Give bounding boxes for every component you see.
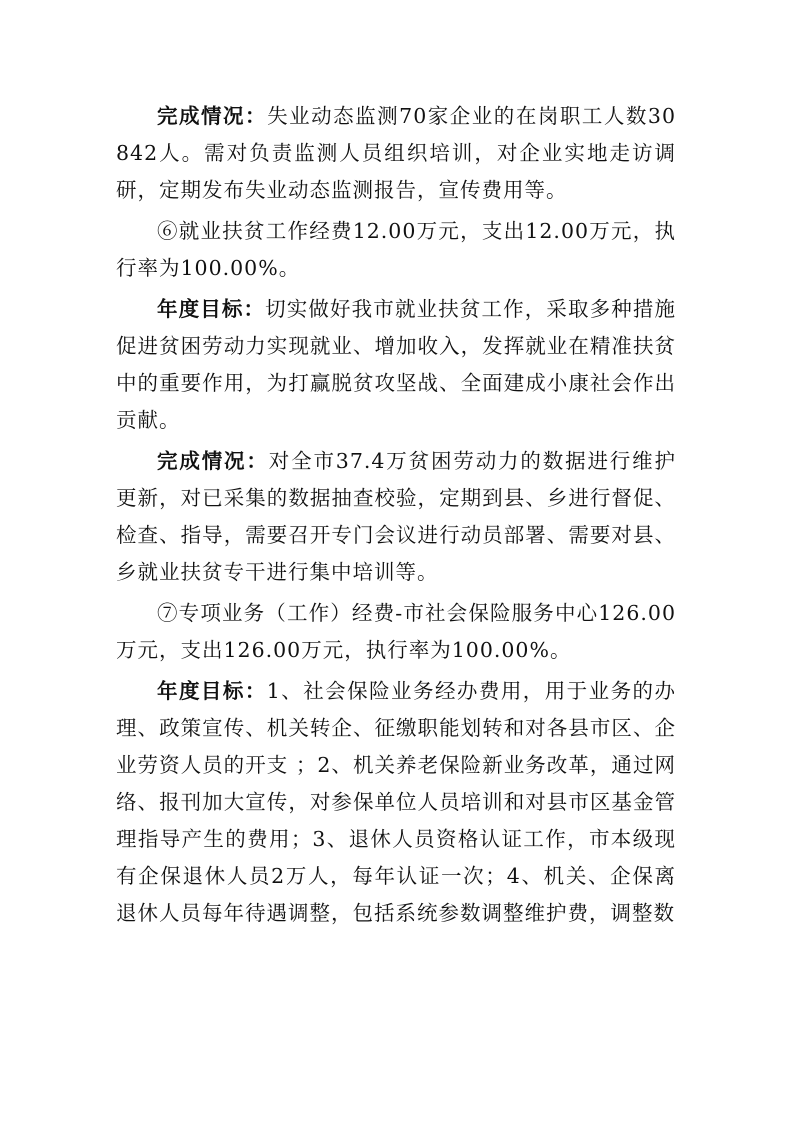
paragraph-text: 对全市37.4万贫困劳动力的数据进行维护更新，对已采集的数据抽查校验，定期到县、乡进行督促、检查、指导，需要召开专门会议进行动员部署、需要对县、乡就业扶贫专干进行集中培训等。 bbox=[116, 449, 676, 584]
paragraph-annual-target-poverty-employment bbox=[116, 291, 676, 439]
paragraph-label: 完成情况： bbox=[157, 104, 268, 128]
paragraph-annual-target-social-insurance bbox=[116, 673, 676, 932]
paragraph-text: 切实做好我市就业扶贫工作，采取多种措施促进贫困劳动力实现就业、增加收入，发挥就业在精准扶贫中的重要作用，为打赢脱贫攻坚战、全面建成小康社会作出贡献。 bbox=[116, 297, 677, 432]
paragraph-label: 年度目标： bbox=[157, 297, 266, 321]
document-body bbox=[116, 98, 676, 936]
paragraph-poverty-employment-funding bbox=[116, 213, 676, 287]
paragraph-completion-poverty-employment bbox=[116, 443, 676, 591]
paragraph-text: 1、社会保险业务经办费用，用于业务的办理、政策宣传、机关转企、征缴职能划转和对各县市区、企业劳资人员的开支 ；2、机关养老保险新业务改革，通过网络、报刊加大宣传，对参保单位人员培训和对县市区基金管理指导产生的费用；3、退休人员资格认证工作，市本级现有企保退休人员2万人，每年认证一次；4、机关、企保离退休人员每年待遇调整，包括系统参数调整维护费，调整数 bbox=[116, 679, 677, 925]
paragraph-text: ⑦专项业务（工作）经费-市社会保险服务中心126.00万元，支出126.00万元，执行率为100.00%。 bbox=[116, 601, 676, 662]
paragraph-text: 失业动态监测70家企业的在岗职工人数30842人。需对负责监测人员组织培训，对企业实地走访调研，定期发布失业动态监测报告，宣传费用等。 bbox=[116, 104, 677, 202]
paragraph-label: 年度目标： bbox=[157, 679, 267, 703]
paragraph-completion-unemployment-monitoring bbox=[116, 98, 676, 209]
paragraph-label: 完成情况： bbox=[157, 449, 269, 473]
paragraph-social-insurance-funding bbox=[116, 595, 676, 669]
paragraph-text: ⑥就业扶贫工作经费12.00万元，支出12.00万元，执行率为100.00%。 bbox=[116, 219, 676, 280]
